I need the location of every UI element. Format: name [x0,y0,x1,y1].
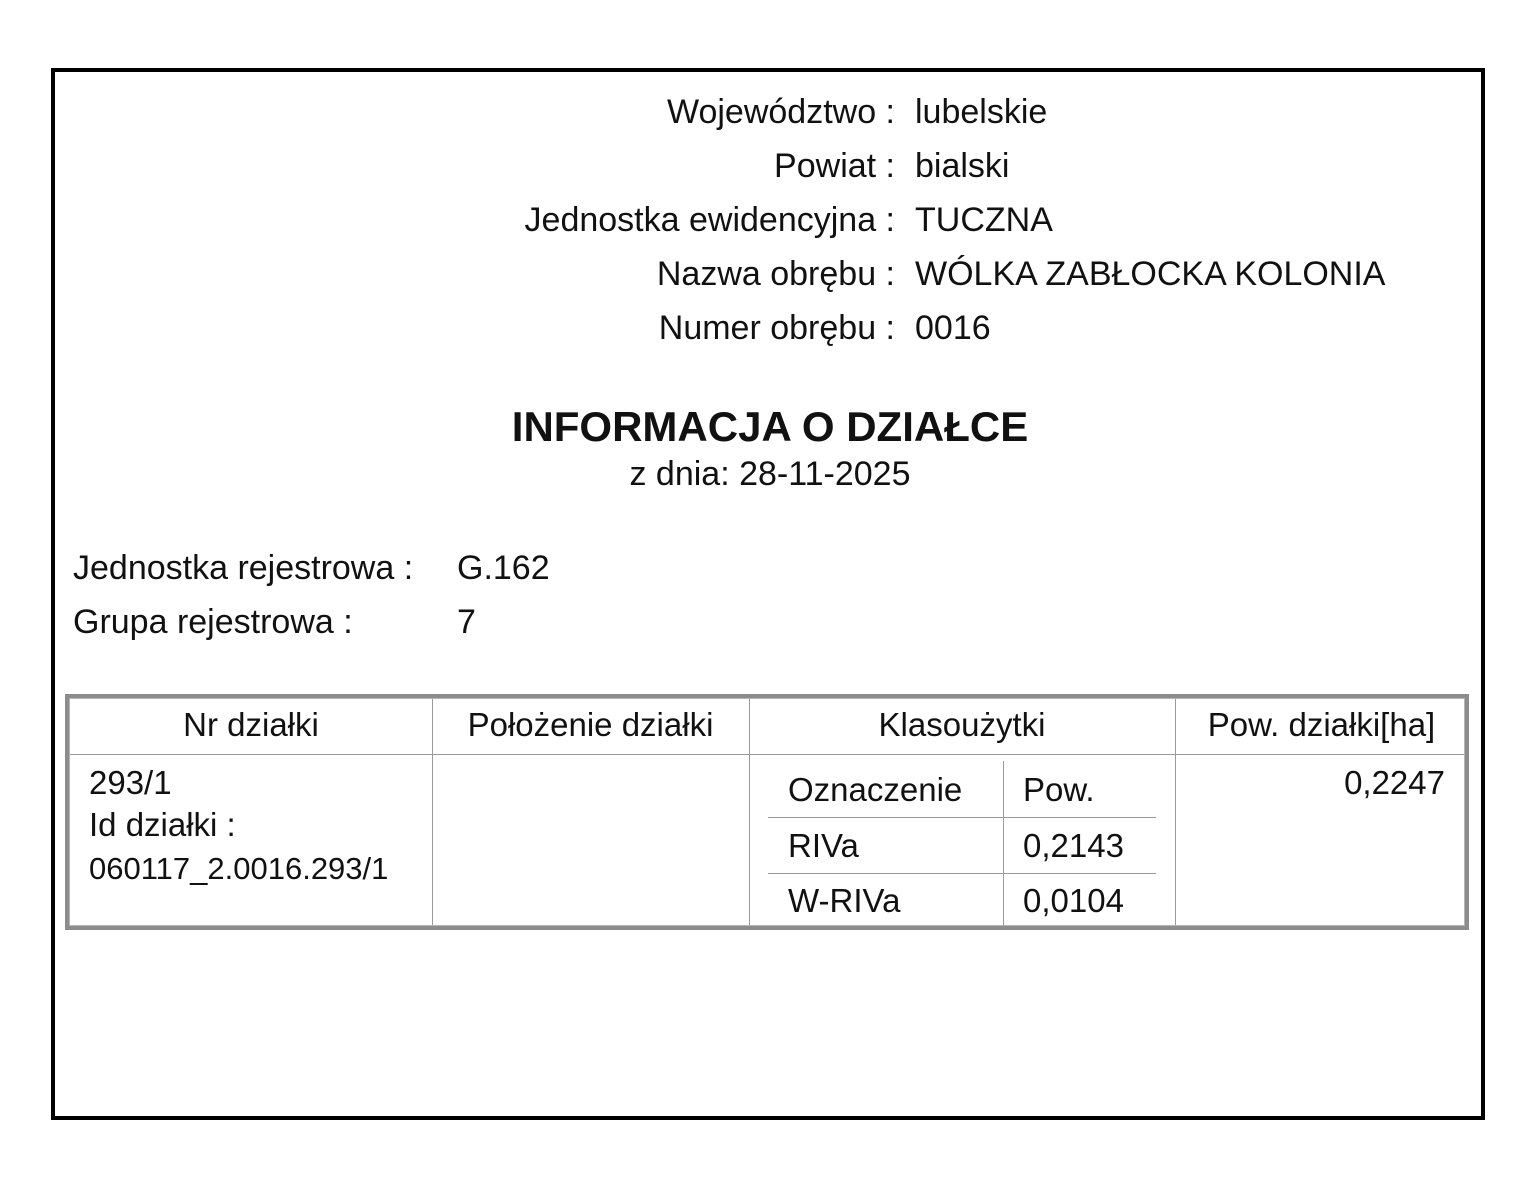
parcel-id: 060117_2.0016.293/1 [89,851,389,886]
header-parcel-number: Nr działki [183,706,319,743]
location-label: Województwo : [666,93,895,131]
registry-unit-row [73,548,550,588]
header-divider [70,754,1464,755]
registry-group-label: Grupa rejestrowa : [73,603,353,641]
landuse-row-divider [768,873,1156,874]
landuse-area: 0,2143 [1023,827,1124,864]
location-label: Numer obrębu : [658,309,895,347]
header-land-use: Klasoużytki [878,706,1046,743]
parcel-number: 293/1 [89,764,172,801]
location-label: Jednostka ewidencyjna : [524,201,895,239]
header-parcel-area: Pow. działki[ha] [1207,706,1436,743]
location-value: WÓLKA ZABŁOCKA KOLONIA [915,255,1386,293]
parcel-table [65,694,1469,930]
registry-group-row [73,602,476,642]
parcel-table-inner [69,698,1465,926]
page-title: INFORMACJA O DZIAŁCE [511,403,1029,450]
landuse-symbol: RIVa [788,827,859,864]
landuse-area: 0,0104 [1023,882,1124,919]
location-label: Powiat : [774,147,895,185]
landuse-column-divider [1003,761,1004,927]
document-frame [51,68,1485,1120]
landuse-header-area: Pow. [1023,771,1095,808]
registry-unit-value: G.162 [457,549,550,587]
registry-unit-label: Jednostka rejestrowa : [73,549,414,587]
registry-group-value: 7 [457,603,476,641]
location-value: 0016 [915,309,991,347]
parcel-id-label: Id działki : [89,806,236,843]
location-value: bialski [915,147,1010,185]
landuse-row-divider [768,817,1156,818]
parcel-area: 0,2247 [1344,764,1445,801]
document-date: z dnia: 28-11-2025 [629,455,911,493]
location-label: Nazwa obrębu : [656,255,895,293]
location-value: TUCZNA [915,201,1053,239]
landuse-header-symbol: Oznaczenie [788,771,963,808]
location-value: lubelskie [915,93,1048,131]
header-parcel-location: Położenie działki [467,706,714,743]
landuse-symbol: W-RIVa [788,882,901,919]
